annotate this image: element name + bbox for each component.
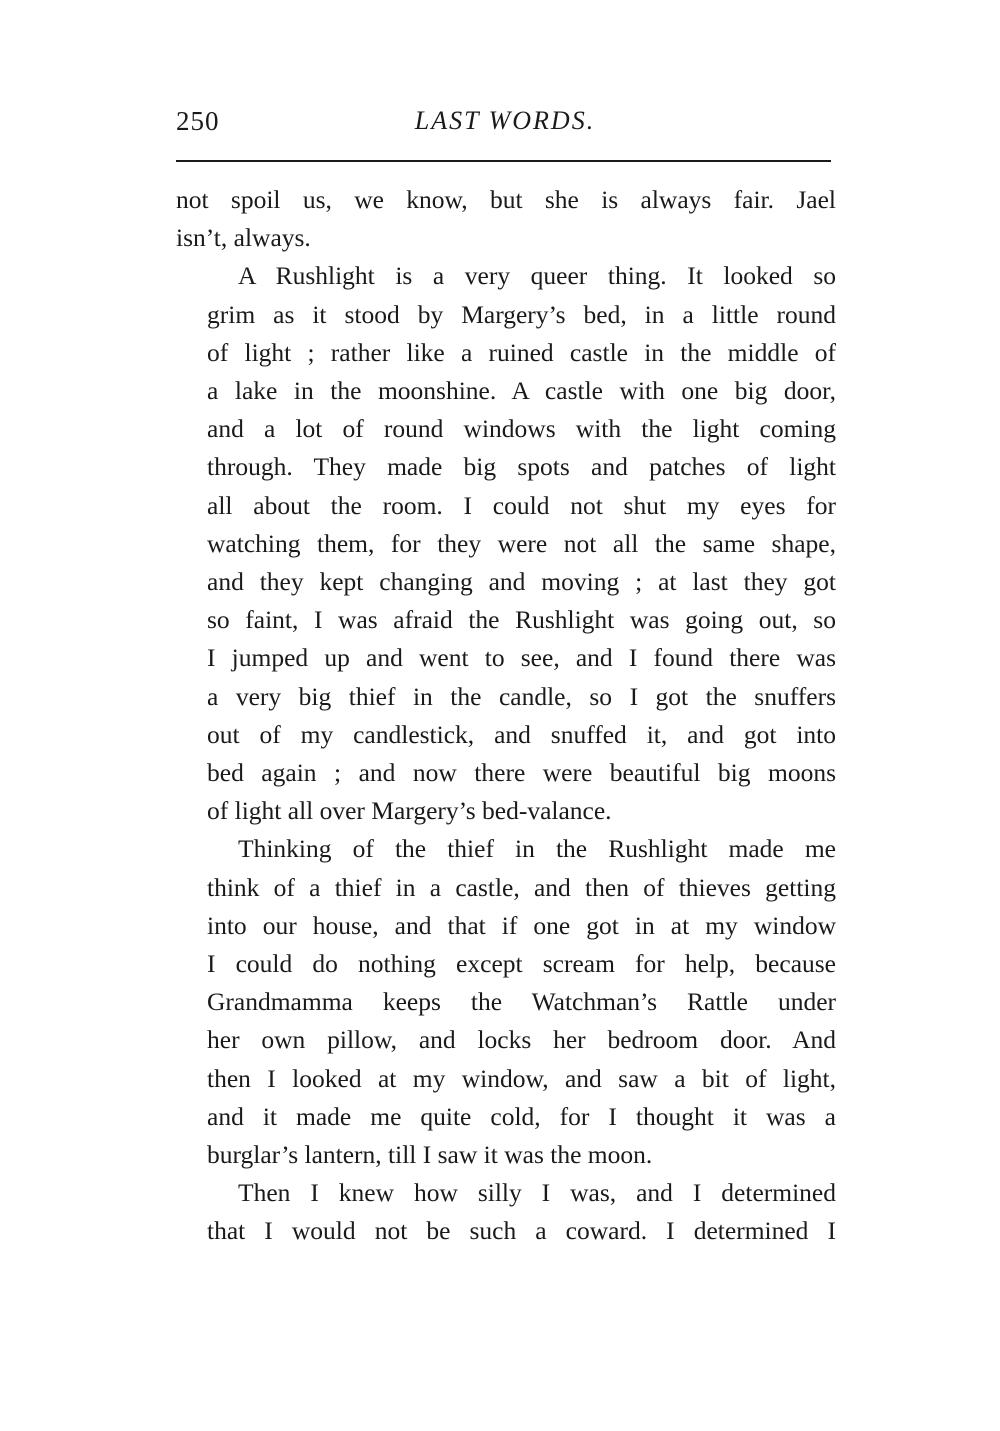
body-text <box>176 181 836 1251</box>
text-line: a very big thief in the candle, so I got the snuffers <box>207 681 836 711</box>
text-line: out of my candlestick, and snuffed it, and got into <box>207 719 836 749</box>
text-line: and it made me quite cold, for I thought it was a <box>207 1101 836 1131</box>
text-line: then I looked at my window, and saw a bit of light, <box>207 1063 836 1093</box>
header-rule <box>176 160 831 162</box>
text-line: and they kept changing and moving ; at last they got <box>207 567 836 597</box>
running-title: LAST WORDS. <box>414 106 596 135</box>
text-line: into our house, and that if one got in at my window <box>207 910 836 940</box>
text-line: not spoil us, we know, but she is always fair. Jael <box>176 185 836 214</box>
text-line: isn’t, always. <box>176 223 311 253</box>
text-line: I jumped up and went to see, and I found there was <box>207 643 836 673</box>
text-line: think of a thief in a castle, and then of thieves getting <box>207 872 836 902</box>
text-line: Grandmamma keeps the Watchman’s Rattle under <box>207 987 836 1017</box>
page-number: 250 <box>176 106 220 136</box>
text-line: Thinking of the thief in the Rushlight made me <box>238 834 836 864</box>
text-line: and a lot of round windows with the light coming <box>207 414 836 444</box>
text-line: of light all over Margery’s bed-valance. <box>207 796 612 826</box>
paragraph-2 <box>176 257 836 830</box>
text-line: through. They made big spots and patches of light <box>207 452 836 482</box>
text-line: Then I knew how silly I was, and I determined <box>238 1178 836 1208</box>
text-line: that I would not be such a coward. I determined I <box>207 1216 836 1246</box>
text-line: her own pillow, and locks her bedroom door. And <box>207 1025 836 1055</box>
text-line: burglar’s lantern, till I saw it was the moon. <box>207 1140 653 1170</box>
text-line: all about the room. I could not shut my eyes for <box>207 490 836 520</box>
text-line: A Rushlight is a very queer thing. It looked so <box>238 261 836 291</box>
paragraph-1 <box>176 181 836 257</box>
paragraph-4 <box>176 1174 836 1250</box>
text-line: a lake in the moonshine. A castle with one big door, <box>207 376 836 406</box>
text-line: so faint, I was afraid the Rushlight was going out, so <box>207 605 836 635</box>
text-line: bed again ; and now there were beautiful big moons <box>207 758 836 788</box>
paragraph-3 <box>176 830 836 1174</box>
text-line: I could do nothing except scream for help, because <box>207 949 836 979</box>
text-line: of light ; rather like a ruined castle in the middle of <box>207 337 836 367</box>
text-line: grim as it stood by Margery’s bed, in a little round <box>207 299 836 329</box>
text-line: watching them, for they were not all the same shape, <box>207 528 836 558</box>
